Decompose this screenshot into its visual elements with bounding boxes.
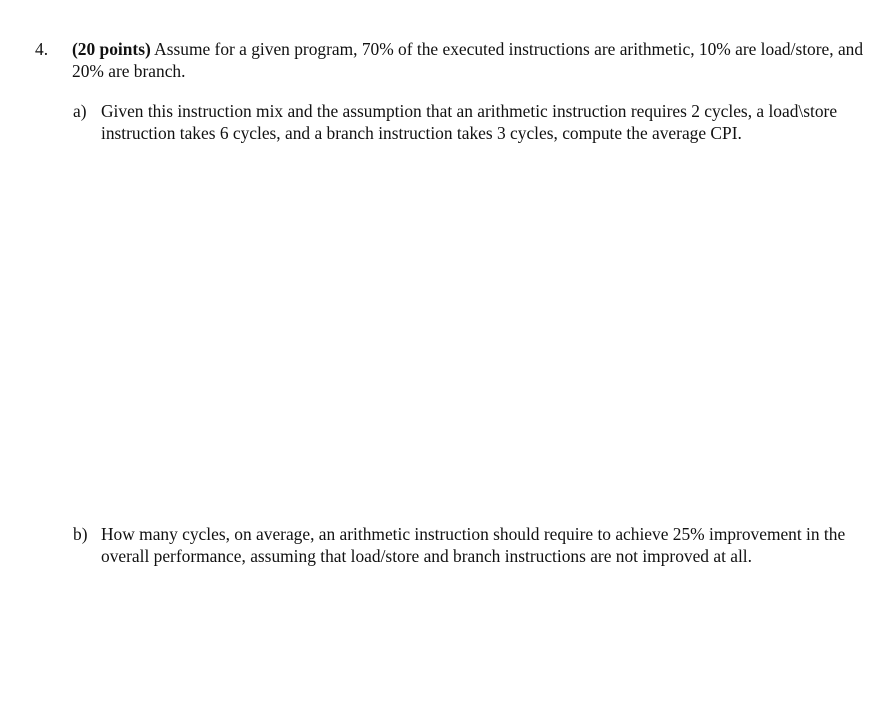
part-a-answer-space: [101, 170, 861, 510]
part-b-answer-space: [101, 592, 861, 702]
question-text: Assume for a given program, 70% of the executed instructions are arithmetic, 10% are load/store, and 20% are branch.: [72, 39, 864, 81]
part-b-label: b): [73, 524, 88, 544]
part-b-text: How many cycles, on average, an arithmetic instruction should require to achieve 25% improvement in the overall performance, assuming that load/store and branch instructions are not improved at all.: [101, 524, 846, 566]
question-prompt: [72, 38, 872, 82]
part-a-label: a): [73, 101, 87, 121]
part-a-text: Given this instruction mix and the assumption that an arithmetic instruction requires 2 cycles, a load\store instruction takes 6 cycles, and a branch instruction takes 3 cycles, compute the average CPI.: [101, 101, 838, 143]
question-number: 4.: [35, 39, 49, 59]
question-points: (20 points): [72, 39, 151, 59]
